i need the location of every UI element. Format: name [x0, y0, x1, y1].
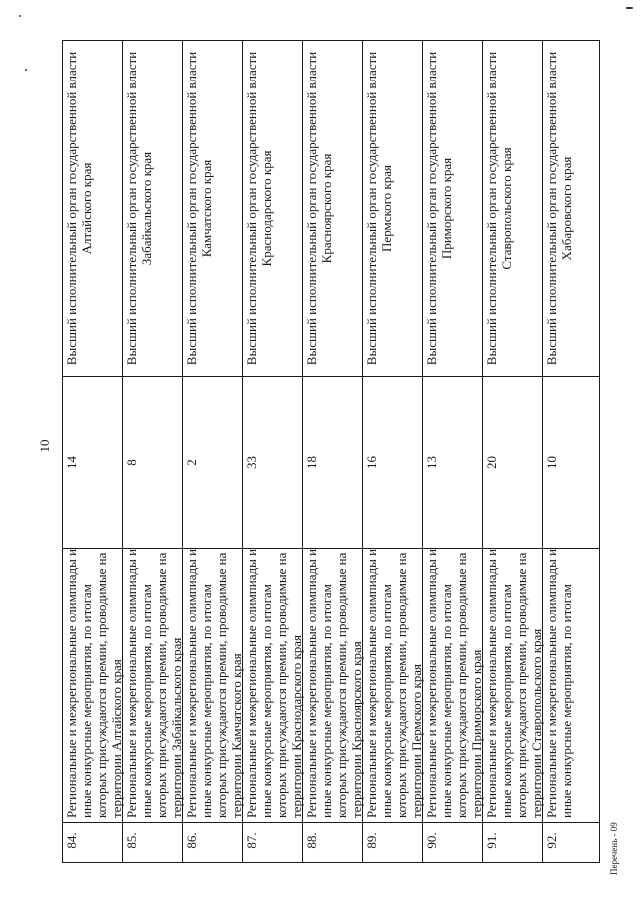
authority-line: Камчатского края	[199, 159, 214, 258]
description-line: иные конкурсные мероприятия, по итогам	[439, 584, 454, 818]
description-line: Региональные и межрегиональные олимпиады и	[304, 548, 319, 818]
scan-speck	[25, 69, 27, 71]
page-footer: Перечень - 09	[609, 822, 619, 875]
row-number: 84.	[63, 822, 124, 862]
row-description	[183, 548, 244, 822]
row-number: 88.	[303, 822, 364, 862]
description-line: Региональные и межрегиональные олимпиады и	[124, 548, 139, 818]
row-authority	[183, 40, 244, 376]
description-line: которых присуждаются премии, проводимые на	[454, 552, 469, 818]
row-count: 16	[363, 376, 424, 548]
description-line: территории Камчатского края	[229, 653, 244, 818]
authority-line: Высший исполнительный орган государственной власти	[184, 51, 199, 366]
description-line: Региональные и межрегиональные олимпиады и	[424, 548, 439, 818]
row-authority	[123, 40, 184, 376]
row-description	[63, 548, 124, 822]
scan-speck	[19, 15, 21, 17]
description-line: иные конкурсные мероприятия, по итогам	[199, 584, 214, 818]
row-description	[303, 548, 364, 822]
description-line: территории Краснодарского края	[289, 634, 304, 818]
authority-line: Высший исполнительный орган государственной власти	[64, 51, 79, 366]
description-line: Региональные и межрегиональные олимпиады и	[244, 548, 259, 818]
row-number: 85.	[123, 822, 184, 862]
authority-line: Высший исполнительный орган государственной власти	[244, 51, 259, 366]
row-count: 10	[543, 376, 599, 548]
row-count: 14	[63, 376, 124, 548]
description-line: иные конкурсные мероприятия, по итогам	[499, 584, 514, 818]
authority-line: Алтайского края	[79, 162, 94, 255]
scan-speck	[626, 7, 633, 9]
table-row	[183, 40, 243, 862]
description-line: Региональные и межрегиональные олимпиады и	[64, 548, 79, 818]
authority-line: Высший исполнительный орган государственной власти	[424, 51, 439, 366]
list-table	[62, 40, 600, 863]
row-count: 18	[303, 376, 364, 548]
authority-line: Краснодарского края	[259, 150, 274, 267]
table-row	[543, 40, 600, 862]
authority-line: Пермского края	[379, 165, 394, 252]
description-line: иные конкурсные мероприятия, по итогам	[559, 584, 574, 818]
description-line: территории Красноярского края	[349, 641, 364, 818]
description-line: территории Алтайского края	[109, 659, 124, 818]
row-number: 89.	[363, 822, 424, 862]
row-description	[243, 548, 304, 822]
description-line: которых присуждаются премии, проводимые на	[514, 552, 529, 818]
row-count: 20	[483, 376, 544, 548]
page-number: 10	[37, 439, 52, 453]
description-line: иные конкурсные мероприятия, по итогам	[379, 584, 394, 818]
row-description	[543, 548, 599, 822]
row-description	[483, 548, 544, 822]
description-line: иные конкурсные мероприятия, по итогам	[79, 584, 94, 818]
description-line: которых присуждаются премии, проводимые на	[394, 552, 409, 818]
description-line: Региональные и межрегиональные олимпиады и	[184, 548, 199, 818]
authority-line: Высший исполнительный орган государственной власти	[544, 51, 559, 366]
description-line: иные конкурсные мероприятия, по итогам	[319, 584, 334, 818]
row-number: 92.	[543, 822, 599, 862]
row-count: 2	[183, 376, 244, 548]
description-line: которых присуждаются премии, проводимые на	[214, 552, 229, 818]
authority-line: Высший исполнительный орган государственной власти	[364, 51, 379, 366]
row-authority	[243, 40, 304, 376]
table-row	[423, 40, 483, 862]
table-row	[303, 40, 363, 862]
description-line: территории Забайкальского края	[169, 637, 184, 818]
row-description	[423, 548, 484, 822]
row-description	[123, 548, 184, 822]
row-count: 8	[123, 376, 184, 548]
table-row	[363, 40, 423, 862]
row-authority	[363, 40, 424, 376]
description-line: которых присуждаются премии, проводимые на	[154, 552, 169, 818]
authority-line: Хабаровского края	[559, 156, 574, 261]
authority-line: Высший исполнительный орган государственной власти	[124, 51, 139, 366]
authority-line: Высший исполнительный орган государственной власти	[304, 51, 319, 366]
description-line: территории Приморского края	[469, 649, 484, 818]
row-authority	[423, 40, 484, 376]
description-line: Региональные и межрегиональные олимпиады и	[544, 548, 559, 818]
description-line: Региональные и межрегиональные олимпиады и	[364, 548, 379, 818]
authority-line: Забайкальского края	[139, 151, 154, 266]
description-line: которых присуждаются премии, проводимые на	[94, 552, 109, 818]
row-number: 86.	[183, 822, 244, 862]
row-authority	[303, 40, 364, 376]
authority-line: Приморского края	[439, 157, 454, 260]
description-line: Региональные и межрегиональные олимпиады и	[484, 548, 499, 818]
table-row	[123, 40, 183, 862]
row-count: 13	[423, 376, 484, 548]
description-line: которых присуждаются премии, проводимые на	[274, 552, 289, 818]
table-row	[483, 40, 543, 862]
description-line: иные конкурсные мероприятия, по итогам	[259, 584, 274, 818]
authority-line: Высший исполнительный орган государственной власти	[484, 51, 499, 366]
table-row	[243, 40, 303, 862]
description-line: которых присуждаются премии, проводимые на	[334, 552, 349, 818]
description-line: территории Ставропольского края	[529, 628, 544, 818]
description-line: территории Пермского края	[409, 663, 424, 818]
row-number: 91.	[483, 822, 544, 862]
authority-line: Красноярского края	[319, 153, 334, 264]
row-count: 33	[243, 376, 304, 548]
table-row	[63, 40, 123, 862]
row-authority	[63, 40, 124, 376]
row-authority	[543, 40, 599, 376]
authority-line: Ставропольского края	[499, 147, 514, 270]
row-authority	[483, 40, 544, 376]
row-description	[363, 548, 424, 822]
row-number: 87.	[243, 822, 304, 862]
description-line: иные конкурсные мероприятия, по итогам	[139, 584, 154, 818]
row-number: 90.	[423, 822, 484, 862]
